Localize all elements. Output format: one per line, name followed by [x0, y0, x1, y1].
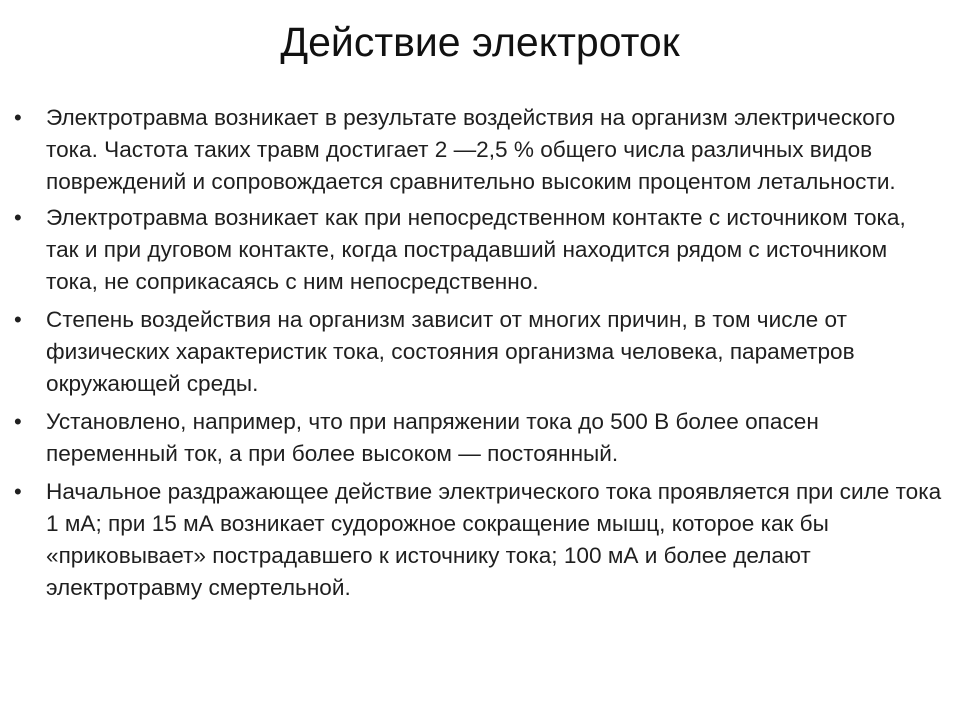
bullet-item-3 — [14, 304, 944, 400]
bullet-text: Начальное раздражающее действие электрического тока проявляется при силе тока 1 мА; при 15 мА возникает судорожное сокращение мышц, которое как бы «приковывает» пострадавшего к источнику тока; 100 мА и более делают электротравму смертельной. — [46, 479, 942, 600]
bullet-text: Степень воздействия на организм зависит от многих причин, в том числе от физических характеристик тока, состояния организма человека, параметров окружающей среды. — [46, 307, 855, 396]
bullet-icon: • — [14, 409, 22, 434]
bullet-item-2 — [14, 202, 944, 298]
slide-title: Действие электроток — [280, 19, 680, 65]
bullet-icon: • — [14, 307, 22, 332]
bullet-item-1 — [14, 102, 944, 198]
bullet-item-4 — [14, 406, 944, 470]
bullet-icon: • — [14, 479, 22, 504]
bullet-list — [14, 102, 944, 606]
bullet-text: Электротравма возникает как при непосредственном контакте с источником тока, так и при дуговом контакте, когда пострадавший находится рядом с источником тока, не соприкасаясь с ним непосредственно. — [46, 205, 906, 294]
bullet-icon: • — [14, 205, 22, 230]
bullet-item-5 — [14, 476, 944, 604]
bullet-text: Электротравма возникает в результате воздействия на организм электрического тока. Частота таких травм достигает 2 —2,5 % общего числа различных видов повреждений и сопровождается сравнительно высоким процентом летальности. — [46, 105, 896, 194]
bullet-text: Установлено, например, что при напряжении тока до 500 В более опасен переменный ток, а при более высоком — постоянный. — [46, 409, 819, 466]
bullet-icon: • — [14, 105, 22, 130]
